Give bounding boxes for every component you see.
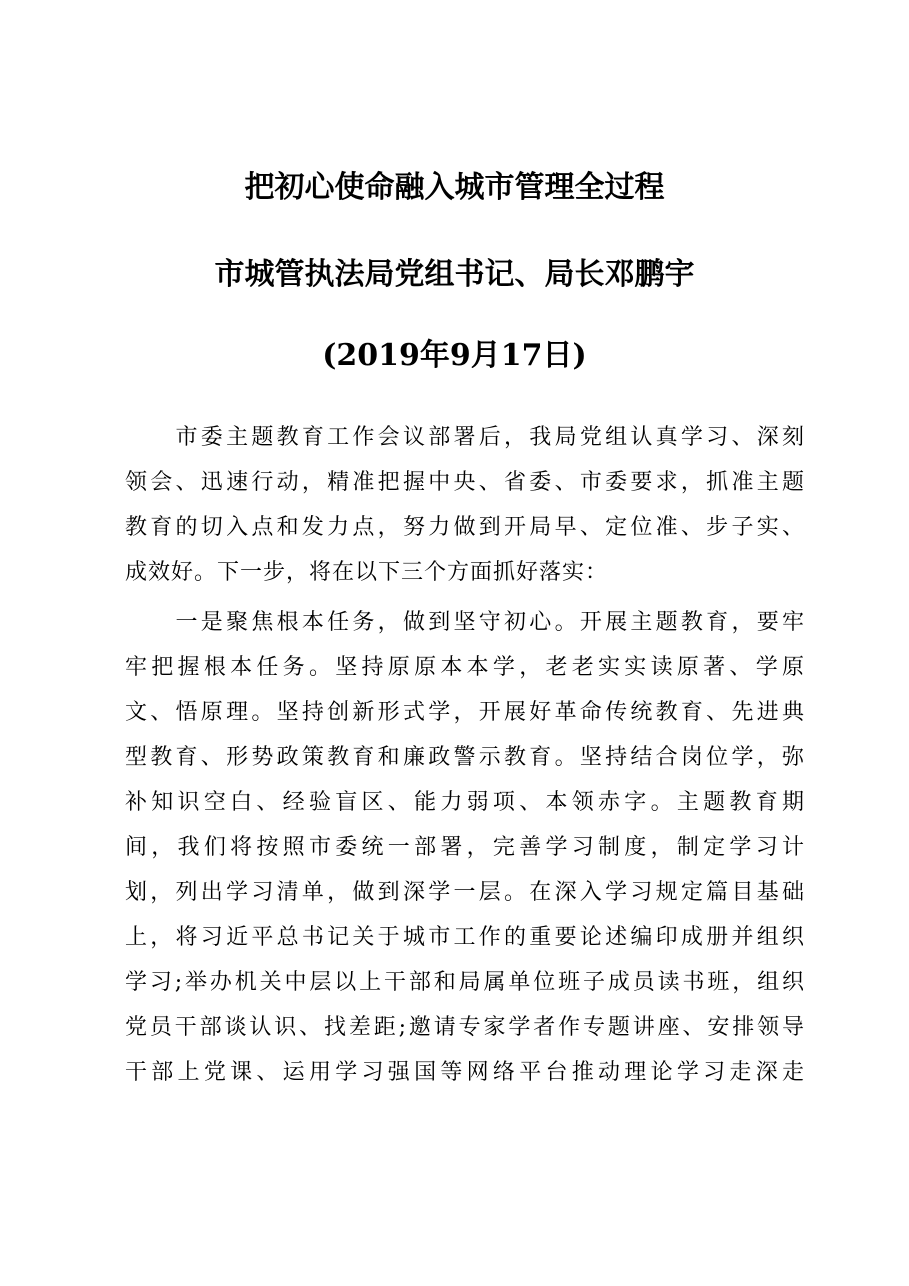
paragraph-line: 教育的切入点和发力点，努力做到开局早、定位准、步子实、 xyxy=(125,515,805,540)
paragraph-line: 干部上党课、运用学习强国等网络平台推动理论学习走深走 xyxy=(125,1060,805,1085)
paragraph-line: 型教育、形势政策教育和廉政警示教育。坚持结合岗位学，弥 xyxy=(125,745,805,770)
paragraph-intro xyxy=(125,415,805,595)
paragraph-line: 党员干部谈认识、找差距;邀请专家学者作专题讲座、安排领导 xyxy=(125,1015,805,1040)
paragraph-line: 上，将习近平总书记关于城市工作的重要论述编印成册并组织 xyxy=(125,925,805,950)
paragraph-line: 领会、迅速行动，精准把握中央、省委、市委要求，抓准主题 xyxy=(125,470,805,495)
paragraph-line: 成效好。下一步，将在以下三个方面抓好落实： xyxy=(125,560,609,585)
document-title: 把初心使命融入城市管理全过程 xyxy=(244,170,665,205)
author-line: 市城管执法局党组书记、局长邓鹏宇 xyxy=(214,257,695,292)
paragraph-line: 补知识空白、经验盲区、能力弱项、本领赤字。主题教育期 xyxy=(125,790,805,815)
paragraph-line: 划，列出学习清单，做到深学一层。在深入学习规定篇目基础 xyxy=(125,880,805,905)
paragraph-line: 间，我们将按照市委统一部署，完善学习制度，制定学习计 xyxy=(125,835,805,860)
paragraph-first-point xyxy=(125,600,805,1095)
paragraph-line: 一是聚焦根本任务，做到坚守初心。开展主题教育，要牢 xyxy=(125,610,805,635)
date-line: (2019年9月17日) xyxy=(322,338,587,373)
paragraph-line: 市委主题教育工作会议部署后，我局党组认真学习、深刻 xyxy=(125,425,805,450)
paragraph-line: 学习;举办机关中层以上干部和局属单位班子成员读书班，组织 xyxy=(125,970,805,995)
paragraph-line: 文、悟原理。坚持创新形式学，开展好革命传统教育、先进典 xyxy=(125,700,805,725)
paragraph-line: 牢把握根本任务。坚持原原本本学，老老实实读原著、学原 xyxy=(125,655,805,680)
